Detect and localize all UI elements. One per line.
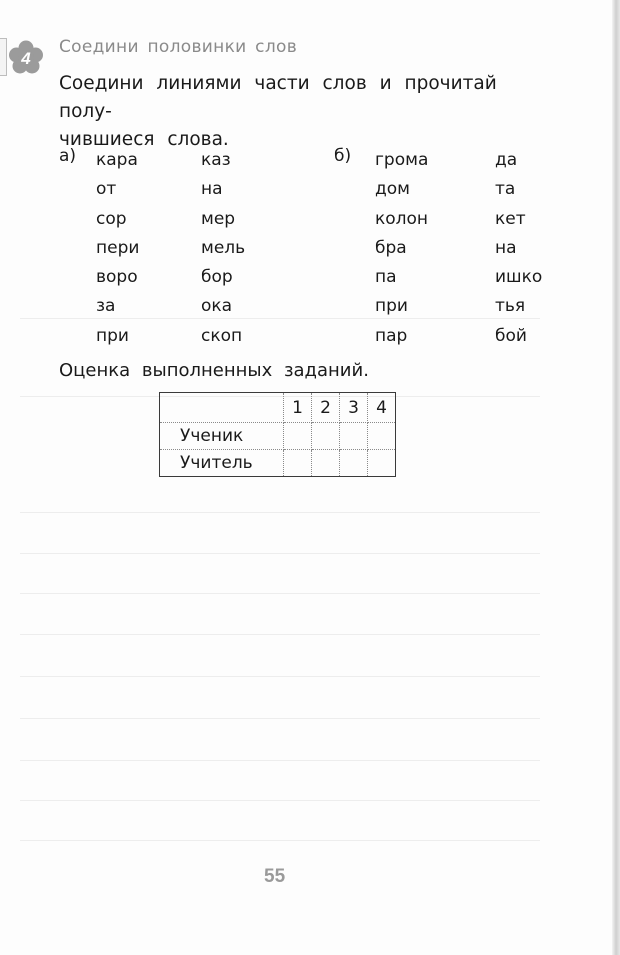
table-header-row — [160, 393, 396, 423]
word-part: каз — [201, 150, 231, 170]
grade-cell[interactable] — [284, 450, 312, 477]
word-part: скоп — [201, 325, 243, 346]
word-part: та — [495, 179, 516, 200]
instruction-line: чившиеся слова. — [59, 129, 229, 150]
group-b-right-column — [495, 146, 542, 351]
word-part: ишко — [495, 267, 543, 288]
word-part: па — [375, 267, 397, 288]
word-part: при — [96, 325, 129, 346]
word-part: воро — [96, 267, 138, 288]
page-edge-left — [0, 38, 7, 76]
bleed-through-line — [20, 840, 540, 841]
bleed-through-line — [20, 512, 540, 513]
word-part: на — [495, 237, 517, 258]
word-part: кара — [96, 150, 138, 170]
column-header: 2 — [312, 393, 340, 423]
bleed-through-line — [20, 676, 540, 677]
bleed-through-line — [20, 760, 540, 761]
word-part: ока — [201, 296, 233, 317]
task-number: 4 — [21, 49, 31, 68]
word-part: бой — [495, 325, 527, 346]
word-part: бра — [375, 237, 407, 258]
evaluation-table — [159, 392, 396, 477]
table-corner-cell — [160, 393, 284, 423]
word-part: мер — [201, 208, 236, 229]
word-part: за — [96, 296, 116, 317]
bleed-through-line — [20, 634, 540, 635]
evaluation-title: Оценка выполненных заданий. — [59, 360, 369, 381]
word-part: бор — [201, 267, 233, 288]
row-label-teacher: Учитель — [160, 450, 284, 477]
task-title: Соедини половинки слов — [59, 37, 298, 57]
flower-icon — [8, 40, 44, 76]
bleed-through-line — [20, 553, 540, 554]
task-instruction — [59, 70, 559, 154]
word-part: тья — [495, 296, 526, 317]
grade-cell[interactable] — [312, 450, 340, 477]
bleed-through-line — [20, 800, 540, 801]
bleed-through-line — [20, 718, 540, 719]
bleed-through-line — [20, 593, 540, 594]
column-header: 4 — [368, 393, 396, 423]
word-part: колон — [375, 208, 429, 229]
grade-cell[interactable] — [284, 423, 312, 450]
group-b-left-column — [375, 146, 428, 351]
group-a-left-column — [96, 146, 139, 351]
group-b-label: б) — [334, 146, 352, 166]
page-number: 55 — [264, 866, 286, 887]
word-part: пар — [375, 325, 408, 346]
word-part: сор — [96, 208, 127, 229]
grade-cell[interactable] — [340, 450, 368, 477]
word-part: пери — [96, 237, 140, 258]
word-part: кет — [495, 208, 526, 229]
word-part: грома — [375, 150, 429, 170]
word-part: дом — [375, 179, 410, 200]
word-part: мель — [201, 237, 246, 258]
table-row — [160, 450, 396, 477]
table-row — [160, 423, 396, 450]
row-label-student: Ученик — [160, 423, 284, 450]
group-a-label: а) — [59, 146, 77, 166]
column-header: 3 — [340, 393, 368, 423]
instruction-line: Соедини линиями части слов и прочитай полу- — [59, 73, 497, 122]
page-binding-shadow — [612, 0, 620, 955]
grade-cell[interactable] — [340, 423, 368, 450]
grade-cell[interactable] — [368, 450, 396, 477]
grade-cell[interactable] — [368, 423, 396, 450]
word-part: да — [495, 150, 518, 170]
grade-cell[interactable] — [312, 423, 340, 450]
task-number-badge — [8, 40, 44, 76]
column-header: 1 — [284, 393, 312, 423]
word-part: от — [96, 179, 117, 200]
group-a-right-column — [201, 146, 245, 351]
word-part: на — [201, 179, 223, 200]
word-part: при — [375, 296, 408, 317]
